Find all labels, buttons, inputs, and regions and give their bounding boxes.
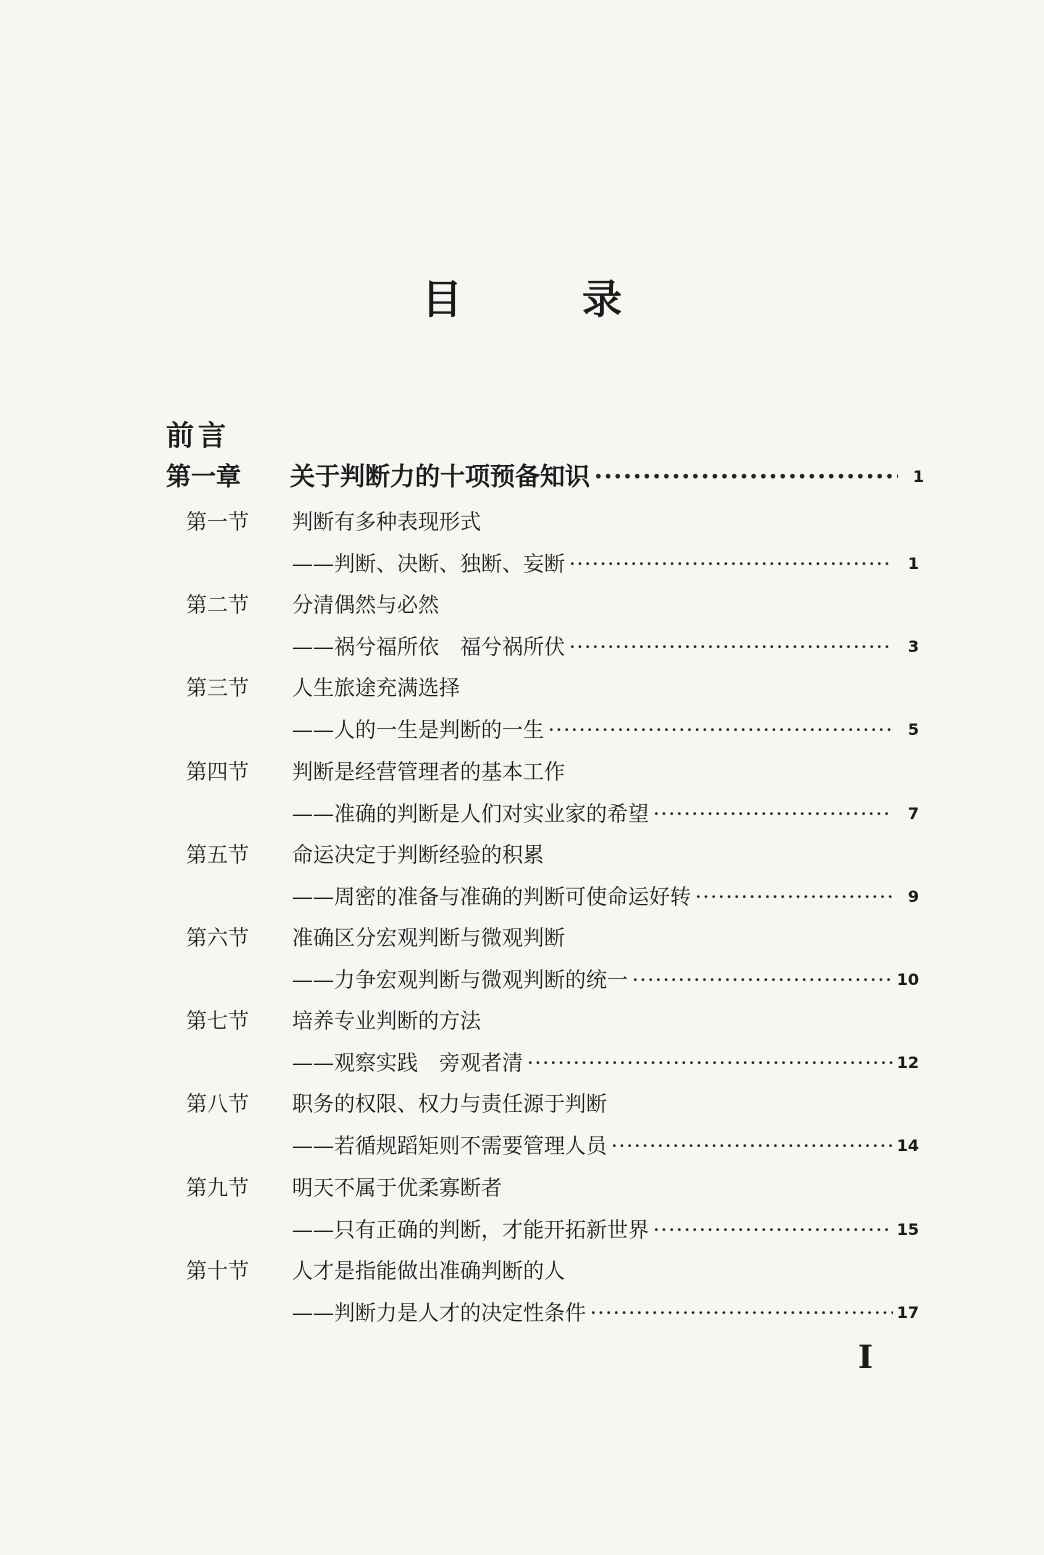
- chapter-label: 第一章: [166, 462, 242, 491]
- section-label: 第七节: [186, 1009, 249, 1034]
- section-title: 命运决定于判断经验的积累: [292, 842, 544, 867]
- dot-leader: [632, 963, 893, 997]
- section-title: 培养专业判断的方法: [292, 1009, 481, 1034]
- dot-leader: [611, 1129, 893, 1163]
- section-label: 第九节: [186, 1175, 249, 1200]
- section-title: 人才是指能做出准确判断的人: [292, 1258, 565, 1283]
- section-page-number: 10: [896, 970, 919, 989]
- section-subtitle-entry: [292, 797, 919, 831]
- section-subtitle: ——祸兮福所依 福兮祸所伏: [292, 635, 565, 660]
- section-subtitle-entry: [292, 630, 919, 664]
- section-page-number: 14: [896, 1136, 919, 1156]
- section-label: 第八节: [186, 1092, 249, 1117]
- section-title: 明天不属于优柔寡断者: [292, 1175, 502, 1200]
- section-page-number: 15: [896, 1219, 919, 1239]
- section-subtitle-entry: [292, 1296, 919, 1330]
- dot-leader: [569, 547, 893, 581]
- folio-page-number: I: [858, 1338, 873, 1376]
- dot-leader: [594, 460, 898, 494]
- section-subtitle-entry: [292, 963, 919, 997]
- dot-leader: [653, 1213, 893, 1247]
- dot-leader: [590, 1296, 893, 1330]
- section-subtitle-entry: [292, 880, 919, 914]
- section-page-number: 7: [907, 803, 919, 823]
- dot-leader: [695, 880, 893, 914]
- section-subtitle-entry: [292, 713, 919, 747]
- section-page-number: 9: [907, 886, 919, 906]
- page-title-char-2: 录: [582, 277, 622, 323]
- section-title: 准确区分宏观判断与微观判断: [292, 926, 565, 950]
- section-subtitle-entry: [292, 1129, 919, 1163]
- section-page-number: 5: [907, 720, 919, 740]
- section-subtitle: ——力争宏观判断与微观判断的统一: [292, 968, 628, 992]
- section-subtitle: ——判断力是人才的决定性条件: [292, 1300, 586, 1325]
- section-label: 第三节: [186, 676, 249, 701]
- section-subtitle: ——人的一生是判断的一生: [292, 718, 544, 743]
- section-label: 第四节: [186, 759, 249, 784]
- chapter-title: 关于判断力的十项预备知识: [290, 462, 591, 491]
- section-subtitle-entry: [292, 547, 919, 581]
- section-title: 职务的权限、权力与责任源于判断: [292, 1092, 607, 1117]
- section-subtitle: ——若循规蹈矩则不需要管理人员: [292, 1134, 607, 1159]
- section-page-number: 3: [907, 637, 919, 657]
- section-subtitle: ——准确的判断是人们对实业家的希望: [292, 801, 649, 826]
- section-title: 人生旅途充满选择: [292, 676, 460, 701]
- section-title: 判断有多种表现形式: [292, 510, 481, 534]
- section-subtitle: ——判断、决断、独断、妄断: [292, 552, 565, 576]
- dot-leader: [548, 713, 893, 747]
- section-label: 第一节: [186, 510, 249, 534]
- section-label: 第二节: [186, 593, 249, 618]
- dot-leader: [527, 1046, 893, 1080]
- section-label: 第六节: [186, 926, 249, 950]
- section-page-number: 17: [896, 1302, 919, 1322]
- section-label: 第十节: [186, 1258, 249, 1283]
- section-label: 第五节: [186, 842, 249, 867]
- section-subtitle-entry: [292, 1213, 919, 1247]
- section-title: 判断是经营管理者的基本工作: [292, 759, 565, 784]
- dot-leader: [569, 630, 893, 664]
- page-title: [0, 268, 1044, 325]
- section-title: 分清偶然与必然: [292, 593, 439, 618]
- section-subtitle: ——观察实践 旁观者清: [292, 1051, 523, 1076]
- section-subtitle: ——周密的准备与准确的判断可使命运好转: [292, 884, 691, 909]
- chapter-entry: [290, 460, 924, 494]
- section-subtitle: ——只有正确的判断，才能开拓新世界: [292, 1217, 649, 1242]
- section-page-number: 12: [896, 1053, 919, 1073]
- section-page-number: 1: [907, 554, 919, 573]
- page-title-char-1: 目: [422, 277, 462, 323]
- section-subtitle-entry: [292, 1046, 919, 1080]
- dot-leader: [653, 797, 893, 831]
- preface-heading: 前言: [166, 419, 231, 452]
- chapter-page-number: 1: [912, 467, 924, 486]
